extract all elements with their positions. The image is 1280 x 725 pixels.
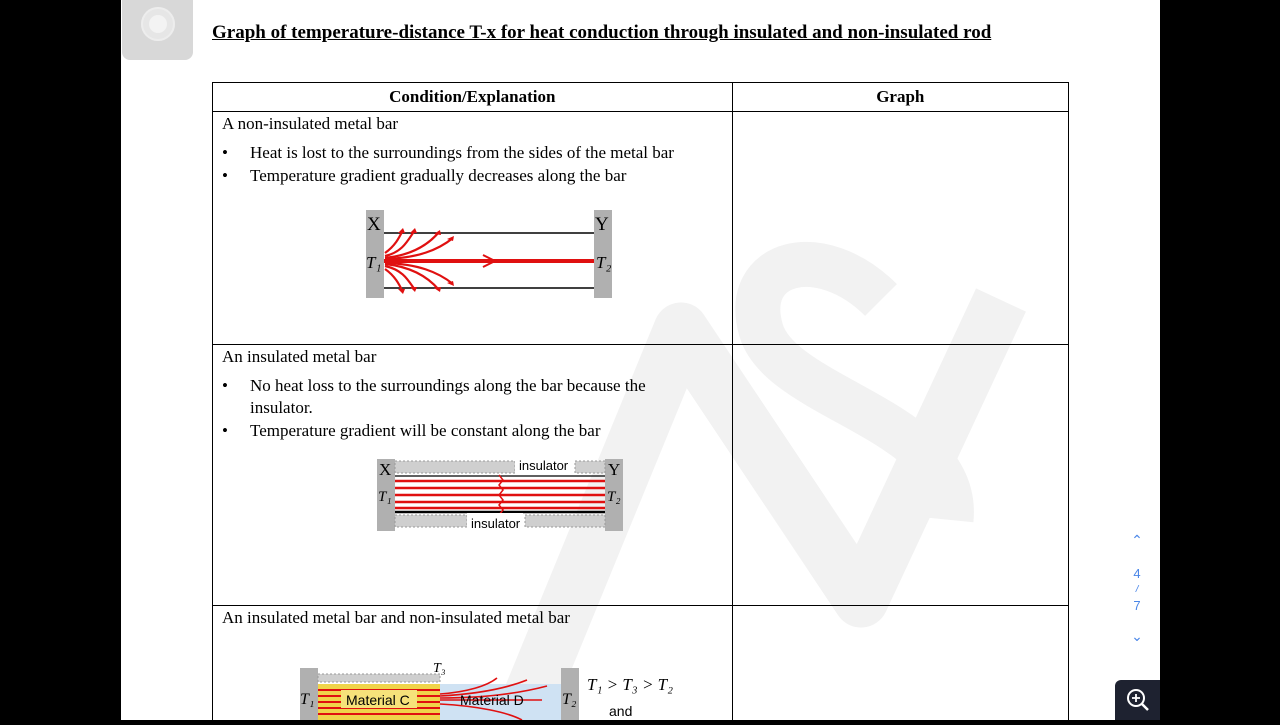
bullet-list bbox=[222, 142, 674, 188]
list-item: • Temperature gradient gradually decreases along the bar bbox=[222, 165, 674, 187]
list-item: • No heat loss to the surroundings along the bar because the insulator. bbox=[222, 375, 702, 419]
app-menu-button[interactable] bbox=[122, 0, 193, 60]
page-separator: / bbox=[1134, 583, 1140, 596]
chevron-down-icon[interactable]: ⌄ bbox=[1131, 628, 1143, 644]
and-label: and bbox=[609, 703, 633, 719]
label-t1: T₁ bbox=[366, 253, 382, 272]
label-t1: T₁ bbox=[378, 489, 392, 505]
row-heading: A non-insulated metal bar bbox=[222, 114, 399, 133]
header-graph: Graph bbox=[732, 83, 1068, 112]
label-t3: T₃ bbox=[433, 661, 446, 676]
table-row bbox=[213, 345, 1069, 606]
table-row bbox=[213, 112, 1069, 345]
label-y: Y bbox=[608, 460, 621, 479]
header-condition: Condition/Explanation bbox=[213, 83, 733, 112]
insulator-bottom-label: insulator bbox=[471, 516, 521, 531]
chevron-up-icon[interactable]: ⌃ bbox=[1131, 532, 1143, 548]
graph-cell bbox=[732, 345, 1068, 606]
insulator-top-label: insulator bbox=[519, 458, 569, 473]
material-d-label: Material D bbox=[460, 692, 524, 708]
label-y: Y bbox=[595, 214, 609, 235]
total-pages: 7 bbox=[1133, 598, 1141, 613]
label-t1: T₁ bbox=[300, 691, 315, 708]
label-x: X bbox=[367, 214, 381, 235]
row-heading: An insulated metal bar bbox=[222, 347, 377, 366]
page-indicator bbox=[1126, 566, 1148, 614]
row-heading: An insulated metal bar and non-insulated metal bar bbox=[222, 608, 570, 627]
temperature-relation: T₁ > T₃ > T₂ bbox=[587, 675, 674, 694]
graph-cell bbox=[732, 606, 1068, 721]
label-t2: T₂ bbox=[607, 489, 621, 505]
label-t2: T₂ bbox=[596, 253, 612, 272]
condition-cell bbox=[213, 345, 732, 605]
list-item: • Heat is lost to the surroundings from the sides of the metal bar bbox=[222, 142, 674, 164]
label-t2: T₂ bbox=[562, 691, 577, 708]
insulated-bar-diagram bbox=[375, 455, 630, 535]
table-header-row bbox=[213, 83, 1069, 112]
bullet-list bbox=[222, 375, 702, 443]
combined-bar-diagram bbox=[297, 660, 677, 720]
non-insulated-bar-diagram bbox=[363, 208, 618, 300]
zoom-button[interactable] bbox=[1115, 680, 1160, 720]
graph-cell bbox=[732, 112, 1068, 345]
document-page bbox=[121, 0, 1160, 720]
table-row bbox=[213, 606, 1069, 721]
condition-cell bbox=[213, 606, 732, 720]
zoom-in-icon bbox=[1115, 680, 1160, 720]
list-item: • Temperature gradient will be constant along the bar bbox=[222, 420, 702, 442]
condition-cell bbox=[213, 112, 732, 344]
label-x: X bbox=[379, 460, 392, 479]
page-title: Graph of temperature-distance T-x for heat conduction through insulated and non-insulated rod bbox=[212, 22, 992, 43]
conduction-table bbox=[212, 82, 1069, 720]
current-page: 4 bbox=[1133, 566, 1141, 581]
material-c-label: Material C bbox=[346, 692, 410, 708]
